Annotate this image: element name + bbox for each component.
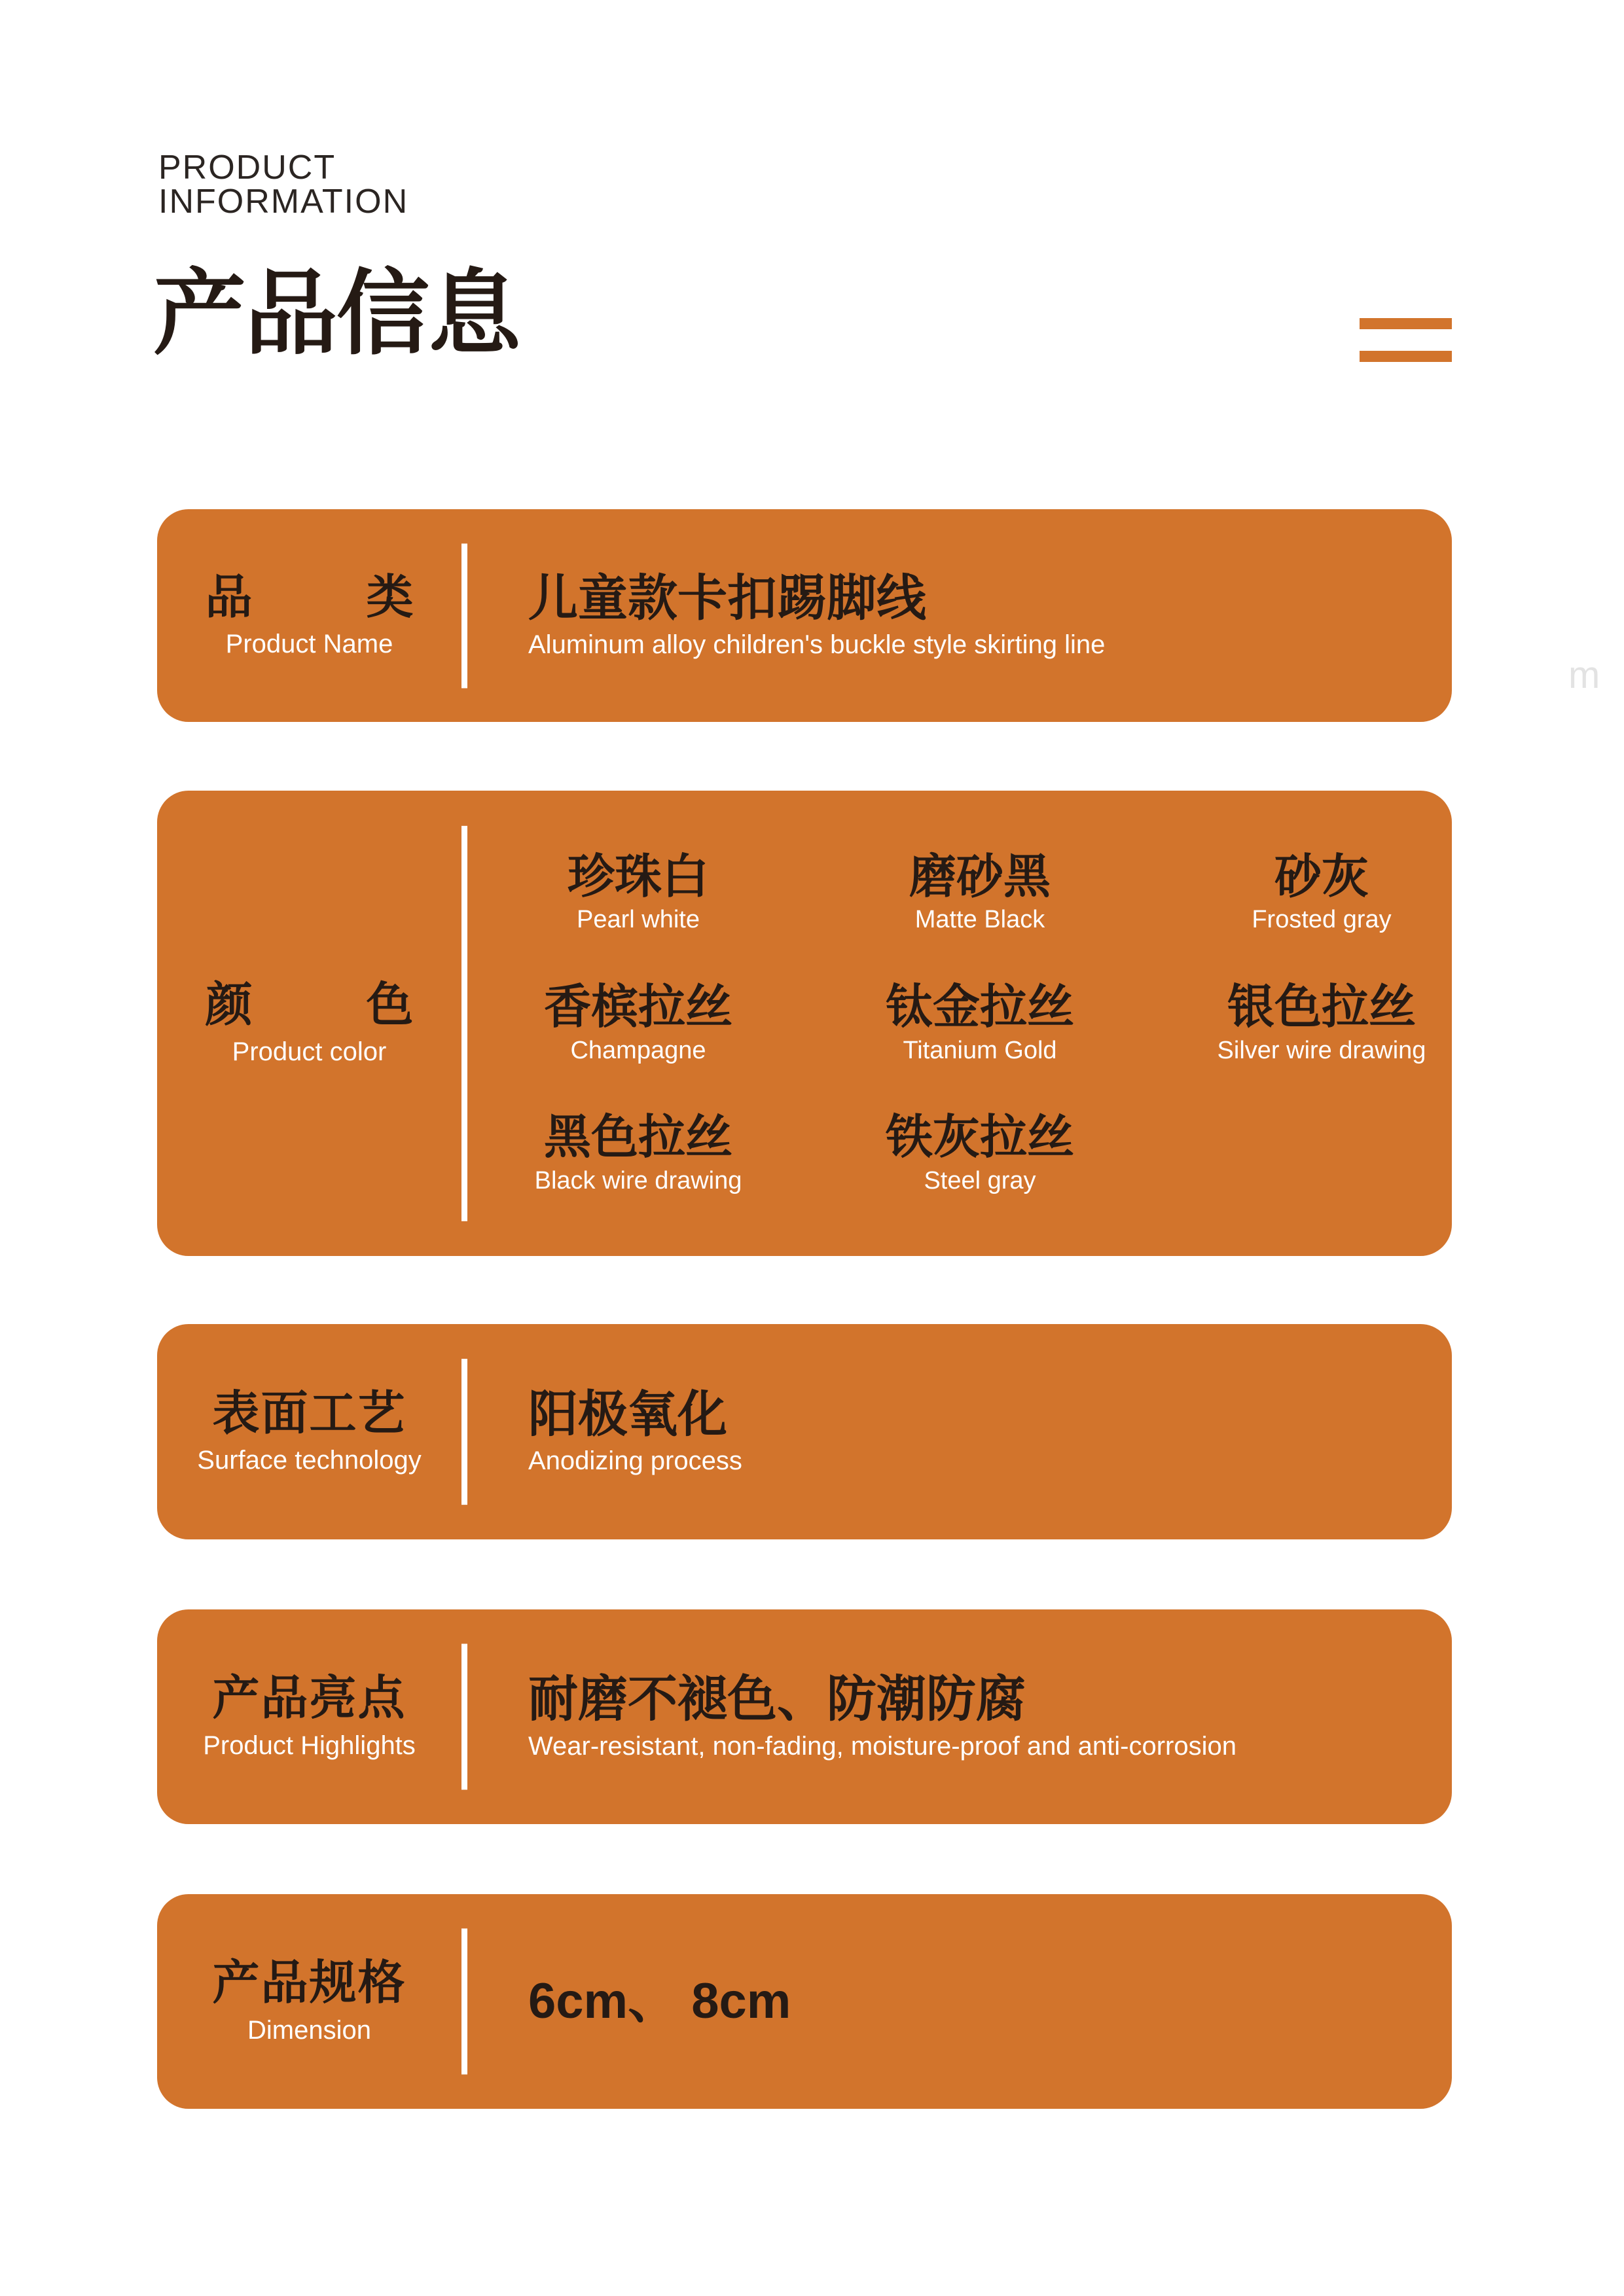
label-char: 类: [366, 571, 414, 624]
color-options-grid: [467, 852, 1492, 1194]
color-option: [1151, 980, 1492, 1064]
product-highlights-label-en: Product Highlights: [203, 1731, 416, 1760]
card-surface-technology: [157, 1324, 1452, 1539]
color-option: [467, 852, 809, 933]
color-option-zh: 钛金拉丝: [885, 980, 1074, 1033]
watermark-text: m: [1568, 654, 1600, 696]
color-option-en: Titanium Gold: [903, 1036, 1057, 1064]
color-option: [1151, 852, 1492, 933]
label-value-divider: [461, 543, 467, 688]
color-option-en: Steel gray: [924, 1166, 1036, 1194]
color-option: [467, 980, 809, 1064]
color-option-en: Silver wire drawing: [1217, 1036, 1426, 1064]
color-option-zh: 铁灰拉丝: [885, 1111, 1074, 1164]
color-option: [809, 1113, 1151, 1194]
label-char: 品: [205, 571, 253, 624]
color-option-zh: 砂灰: [1274, 850, 1369, 903]
color-option-en: Matte Black: [914, 905, 1045, 933]
color-option-en: Frosted gray: [1252, 905, 1392, 933]
label-value-divider: [461, 825, 467, 1221]
dimension-value-zh: 6cm、 8cm: [528, 1973, 791, 2030]
card-product-highlights: [157, 1609, 1452, 1824]
product-highlights-label-zh: 产品亮点: [212, 1672, 406, 1725]
product-highlights-value: [528, 1674, 1236, 1760]
card-dimension: [157, 1894, 1452, 2109]
eyebrow-line-2: INFORMATION: [158, 183, 409, 221]
product-highlights-value-zh: 耐磨不褪色、防潮防腐: [528, 1672, 1026, 1728]
dimension-label-zh: 产品规格: [212, 1957, 406, 2010]
color-option-en: Black wire drawing: [534, 1166, 742, 1194]
product-highlights-label: [157, 1609, 461, 1824]
product-name-value: [528, 570, 1106, 660]
page-title: 产品信息: [153, 262, 520, 366]
color-option-zh: 银色拉丝: [1227, 980, 1416, 1033]
color-option: [467, 1113, 809, 1194]
product-color-label: [157, 791, 461, 1256]
surface-technology-value-en: Anodizing process: [528, 1446, 742, 1476]
surface-technology-value-zh: 阳极氧化: [528, 1386, 727, 1443]
product-color-label-en: Product color: [232, 1037, 387, 1067]
title-accent-bar-top: [1360, 318, 1452, 329]
surface-technology-value: [528, 1386, 742, 1476]
color-option-zh: 黑色拉丝: [543, 1111, 732, 1164]
eyebrow-line-1: PRODUCT: [158, 149, 336, 187]
product-name-label-en: Product Name: [225, 630, 393, 659]
product-highlights-value-en: Wear-resistant, non-fading, moisture-proof and anti-corrosion: [528, 1731, 1236, 1761]
eyebrow-heading: [158, 151, 408, 219]
label-value-divider: [461, 1359, 467, 1505]
product-name-label: [157, 509, 461, 722]
color-option-en: Champagne: [570, 1036, 706, 1064]
color-option-zh: 磨砂黑: [909, 850, 1051, 903]
card-product-color: [157, 791, 1452, 1256]
surface-technology-label-en: Surface technology: [197, 1446, 422, 1475]
product-name-value-zh: 儿童款卡扣踢脚线: [528, 570, 926, 626]
title-accent-bar-bottom: [1360, 351, 1452, 362]
surface-technology-label: [157, 1324, 461, 1539]
label-char: 颜: [205, 978, 253, 1031]
label-char: 色: [366, 978, 414, 1031]
color-option: [809, 980, 1151, 1064]
product-color-label-zh: [205, 978, 414, 1031]
dimension-label: [157, 1894, 461, 2109]
label-value-divider: [461, 1643, 467, 1789]
color-option-zh: 香槟拉丝: [543, 980, 732, 1033]
surface-technology-label-zh: 表面工艺: [212, 1387, 406, 1440]
color-option-zh: 珍珠白: [567, 850, 709, 903]
dimension-label-en: Dimension: [247, 2015, 371, 2045]
color-option: [809, 852, 1151, 933]
product-name-value-en: Aluminum alloy children's buckle style skirting line: [528, 630, 1106, 660]
dimension-value: [528, 1975, 791, 2028]
color-option-en: Pearl white: [577, 905, 700, 933]
product-name-label-zh: [206, 573, 414, 623]
label-value-divider: [461, 1928, 467, 2074]
card-product-name: [157, 509, 1452, 722]
